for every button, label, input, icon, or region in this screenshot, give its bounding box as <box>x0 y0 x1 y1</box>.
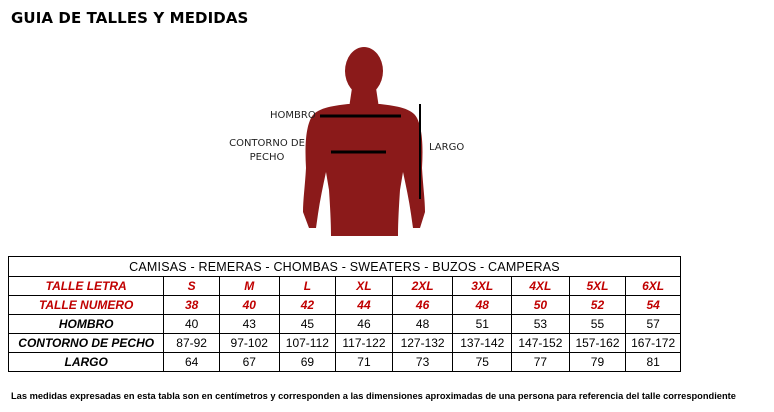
contorno-de-pecho-label: CONTORNO DE PECHO <box>229 138 305 163</box>
table-cell: 71 <box>336 353 393 372</box>
table-cell: 64 <box>164 353 220 372</box>
table-cell: 4XL <box>512 277 570 296</box>
table-cell: 48 <box>392 315 453 334</box>
table-cell: 81 <box>626 353 681 372</box>
table-cell: XL <box>336 277 393 296</box>
table-cell: 117-122 <box>336 334 393 353</box>
table-cell: 48 <box>453 296 512 315</box>
size-table <box>8 256 681 372</box>
row-label: TALLE LETRA <box>9 277 164 296</box>
table-cell: 51 <box>453 315 512 334</box>
table-cell: 167-172 <box>626 334 681 353</box>
table-cell: 5XL <box>569 277 626 296</box>
row-label: TALLE NUMERO <box>9 296 164 315</box>
row-label: LARGO <box>9 353 164 372</box>
table-cell: 38 <box>164 296 220 315</box>
row-label: CONTORNO DE PECHO <box>9 334 164 353</box>
table-caption-row <box>9 257 681 277</box>
torso-silhouette <box>303 47 425 236</box>
table-cell: 67 <box>219 353 279 372</box>
table-cell: L <box>279 277 336 296</box>
table-cell: 6XL <box>626 277 681 296</box>
table-cell: 87-92 <box>164 334 220 353</box>
table-cell: 77 <box>512 353 570 372</box>
table-cell: 107-112 <box>279 334 336 353</box>
footnote: Las medidas expresadas en esta tabla son en centímetros y corresponden a las dimensiones aproximadas de una persona para referencia del talle correspondiente <box>11 391 736 401</box>
table-cell: 2XL <box>392 277 453 296</box>
table-cell: 50 <box>512 296 570 315</box>
table-cell: 55 <box>569 315 626 334</box>
table-cell: 79 <box>569 353 626 372</box>
row-label: HOMBRO <box>9 315 164 334</box>
table-cell: 46 <box>392 296 453 315</box>
table-cell: 40 <box>219 296 279 315</box>
table-cell: 43 <box>219 315 279 334</box>
table-cell: M <box>219 277 279 296</box>
table-cell: 75 <box>453 353 512 372</box>
table-cell: 54 <box>626 296 681 315</box>
table-cell: 97-102 <box>219 334 279 353</box>
table-cell: 69 <box>279 353 336 372</box>
table-cell: 44 <box>336 296 393 315</box>
row-largo <box>9 353 681 372</box>
row-talle-letra <box>9 277 681 296</box>
table-cell: 147-152 <box>512 334 570 353</box>
table-cell: 73 <box>392 353 453 372</box>
table-cell: 137-142 <box>453 334 512 353</box>
largo-label: LARGO <box>429 142 465 153</box>
row-talle-numero <box>9 296 681 315</box>
row-hombro <box>9 315 681 334</box>
table-cell: 42 <box>279 296 336 315</box>
table-cell: S <box>164 277 220 296</box>
table-cell: 127-132 <box>392 334 453 353</box>
table-cell: 3XL <box>453 277 512 296</box>
table-caption: CAMISAS - REMERAS - CHOMBAS - SWEATERS - BUZOS - CAMPERAS <box>9 257 681 277</box>
page-title: GUIA DE TALLES Y MEDIDAS <box>11 9 249 27</box>
table-cell: 57 <box>626 315 681 334</box>
table-cell: 52 <box>569 296 626 315</box>
table-cell: 40 <box>164 315 220 334</box>
table-cell: 157-162 <box>569 334 626 353</box>
table-cell: 45 <box>279 315 336 334</box>
row-contorno-de-pecho <box>9 334 681 353</box>
size-table-body <box>9 257 681 372</box>
table-cell: 53 <box>512 315 570 334</box>
hombro-label: HOMBRO <box>270 110 316 121</box>
table-cell: 46 <box>336 315 393 334</box>
